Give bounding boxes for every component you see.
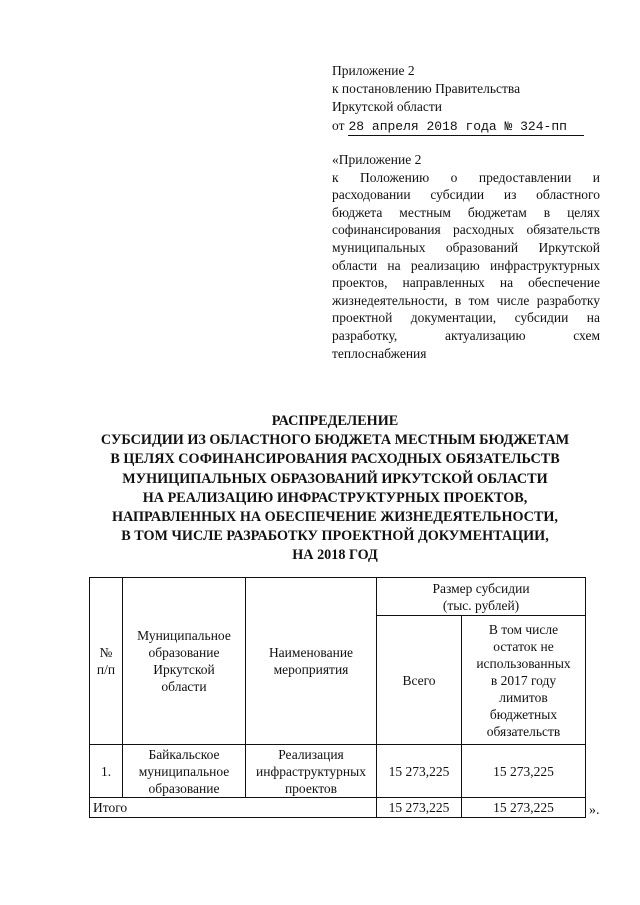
header-num: № п/п bbox=[90, 578, 123, 745]
decree-prefix: от bbox=[332, 118, 345, 133]
row-total: 15 273,225 bbox=[377, 745, 462, 798]
title-line: В ЦЕЛЯХ СОФИНАНСИРОВАНИЯ РАСХОДНЫХ ОБЯЗАТЕЛЬСТВ bbox=[110, 451, 560, 468]
header-subsidy-group: Размер субсидии (тыс. рублей) bbox=[377, 578, 586, 616]
title-line: РАСПРЕДЕЛЕНИЕ bbox=[271, 413, 399, 429]
regulation-heading: «Приложение 2 bbox=[332, 152, 422, 167]
row-num: 1. bbox=[90, 745, 123, 798]
regulation-reference bbox=[332, 151, 600, 362]
total-row bbox=[90, 798, 586, 818]
document-title bbox=[60, 412, 610, 566]
title-line: НАПРАВЛЕННЫХ НА ОБЕСПЕЧЕНИЕ ЖИЗНЕДЕЯТЕЛЬНОСТИ, bbox=[112, 509, 558, 526]
row-remainder: 15 273,225 bbox=[462, 745, 586, 798]
table-row bbox=[90, 745, 586, 798]
title-line: В ТОМ ЧИСЛЕ РАЗРАБОТКУ ПРОЕКТНОЙ ДОКУМЕНТАЦИИ, bbox=[121, 528, 549, 545]
decree-date-number: 28 апреля 2018 года № 324-пп bbox=[348, 119, 584, 136]
decree-reference bbox=[332, 117, 584, 136]
appendix-line: к постановлению Правительства bbox=[332, 81, 521, 96]
title-line: НА РЕАЛИЗАЦИЮ ИНФРАСТРУКТУРНЫХ ПРОЕКТОВ, bbox=[142, 489, 528, 506]
appendix-line: Приложение 2 bbox=[332, 63, 415, 78]
title-line: НА 2018 ГОД bbox=[292, 547, 378, 564]
total-label: Итого bbox=[90, 798, 377, 818]
closing-quote: ». bbox=[589, 803, 600, 818]
header-municipality: Муниципальное образование Иркутской области bbox=[123, 578, 246, 745]
title-line: МУНИЦИПАЛЬНЫХ ОБРАЗОВАНИЙ ИРКУТСКОЙ ОБЛАСТИ bbox=[122, 470, 548, 487]
regulation-body: к Положению о предоставлении и расходовании субсидии из областного бюджета местным бюджетам в целях софинансирования расходных обязательств муниципальных образований Иркутской области на реализацию инфраструктурных проектов, направленных на обеспечение жизнедеятельности, в том числе разработку проектной документации, субсидии на разработку, актуализацию схем теплоснабжения bbox=[332, 169, 600, 361]
appendix-header bbox=[332, 62, 602, 116]
row-municipality: Байкальское муниципальное образование bbox=[123, 745, 246, 798]
total-remainder: 15 273,225 bbox=[462, 798, 586, 818]
header-activity: Наименование мероприятия bbox=[246, 578, 377, 745]
title-line: СУБСИДИИ ИЗ ОБЛАСТНОГО БЮДЖЕТА МЕСТНЫМ БЮДЖЕТАМ bbox=[100, 432, 570, 449]
header-remainder: В том числе остаток не использованных в 2017 году лимитов бюджетных обязательств bbox=[462, 616, 586, 745]
row-activity: Реализация инфраструктурных проектов bbox=[246, 745, 377, 798]
appendix-line: Иркутской области bbox=[332, 99, 443, 114]
subsidy-table bbox=[89, 577, 586, 818]
total-sum: 15 273,225 bbox=[377, 798, 462, 818]
header-total: Всего bbox=[377, 616, 462, 745]
